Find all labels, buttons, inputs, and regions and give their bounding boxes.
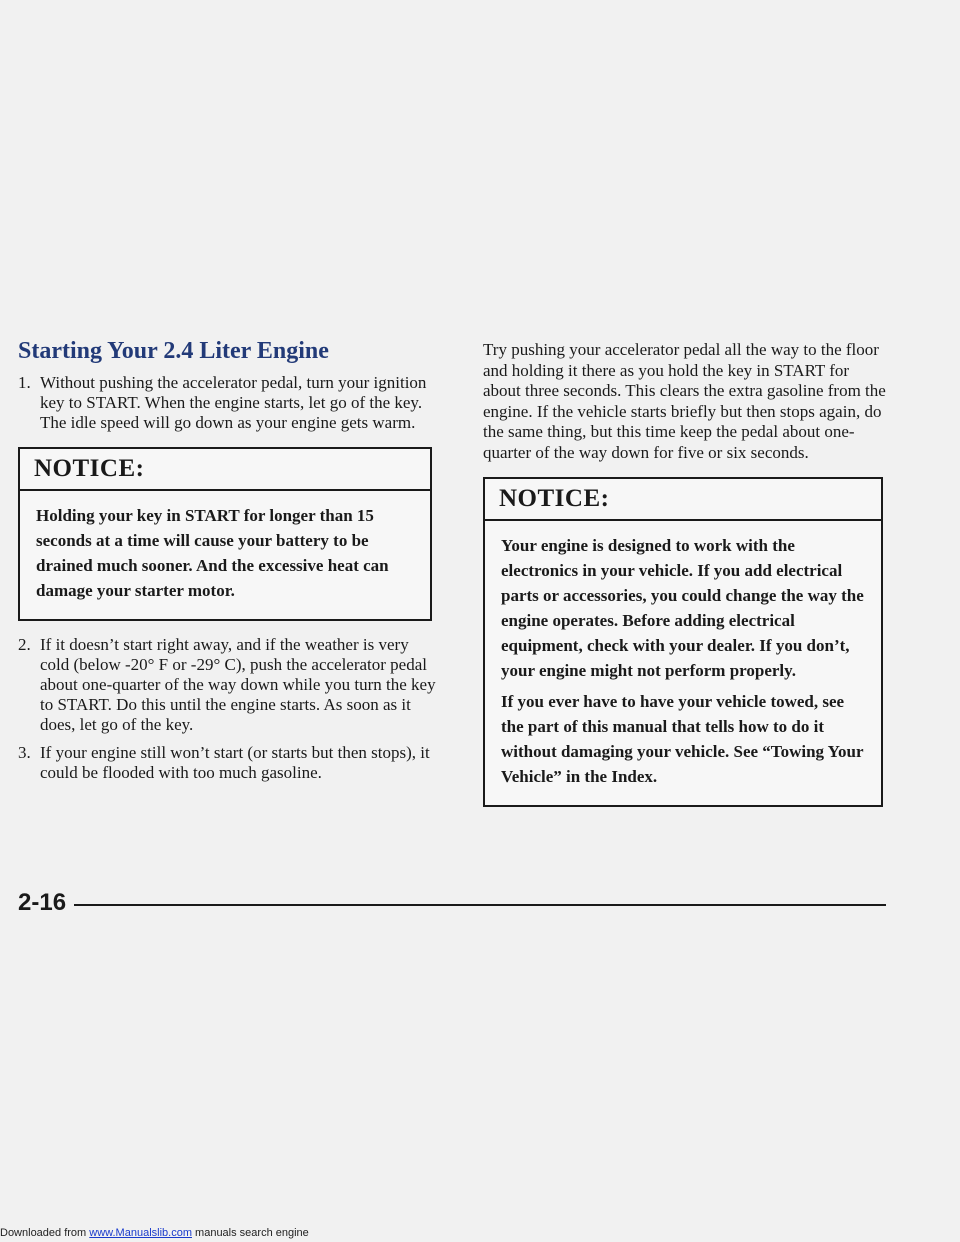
notice-box xyxy=(18,447,432,621)
list-item xyxy=(18,743,438,783)
notice-heading: NOTICE: xyxy=(20,449,430,491)
left-column xyxy=(18,338,438,789)
notice-box xyxy=(483,477,883,807)
step-text: Without pushing the accelerator pedal, turn your ignition key to START. When the engine starts, let go of the key. The idle speed will go down as your engine gets warm. xyxy=(40,373,427,432)
manualslib-link[interactable]: www.Manualslib.com xyxy=(89,1227,192,1239)
notice-body xyxy=(485,521,881,805)
notice-text: If you ever have to have your vehicle towed, see the part of this manual that tells how to do it without damaging your vehicle. See “Towing Your Vehicle” in the Index. xyxy=(501,692,864,786)
steps-list-continued xyxy=(18,635,438,783)
notice-body xyxy=(20,491,430,619)
notice-text: Holding your key in START for longer than 15 seconds at a time will cause your battery to be drained much sooner. And the excessive heat can damage your starter motor. xyxy=(36,506,389,600)
steps-list xyxy=(18,373,438,433)
footer-suffix: manuals search engine xyxy=(191,1227,309,1239)
step-number: 1. xyxy=(18,373,31,392)
footer-rule xyxy=(74,904,886,906)
page-number: 2-16 xyxy=(18,889,67,916)
step-number: 2. xyxy=(18,635,31,654)
notice-text: Your engine is designed to work with the electronics in your vehicle. If you add electrical parts or accessories, you could change the way the engine operates. Before adding electrical equipment, check with your dealer. If you don’t, your engine might not perform properly. xyxy=(501,536,864,680)
list-item xyxy=(18,635,438,735)
flooded-engine-paragraph: Try pushing your accelerator pedal all the way to the floor and holding it there as you hold the key in START for about three seconds. This clears the extra gasoline from the engine. If the vehicle starts briefly but then stops again, do the same thing, but this time keep the pedal about one-quarter of the way down for five or six seconds. xyxy=(483,340,886,462)
step-number: 3. xyxy=(18,743,31,762)
step-text: If it doesn’t start right away, and if the weather is very cold (below -20° F or -29° C), push the accelerator pedal about one-quarter of the way down while you turn the key to START. Do this until the engine starts. As soon as it does, let go of the key. xyxy=(40,635,436,734)
list-item xyxy=(18,373,438,433)
section-heading: Starting Your 2.4 Liter Engine xyxy=(18,338,329,364)
right-column xyxy=(483,340,888,807)
footer-prefix: Downloaded from xyxy=(0,1227,90,1239)
notice-heading: NOTICE: xyxy=(485,479,881,521)
step-text: If your engine still won’t start (or starts but then stops), it could be flooded with too much gasoline. xyxy=(40,743,430,782)
download-footer xyxy=(0,1227,309,1239)
